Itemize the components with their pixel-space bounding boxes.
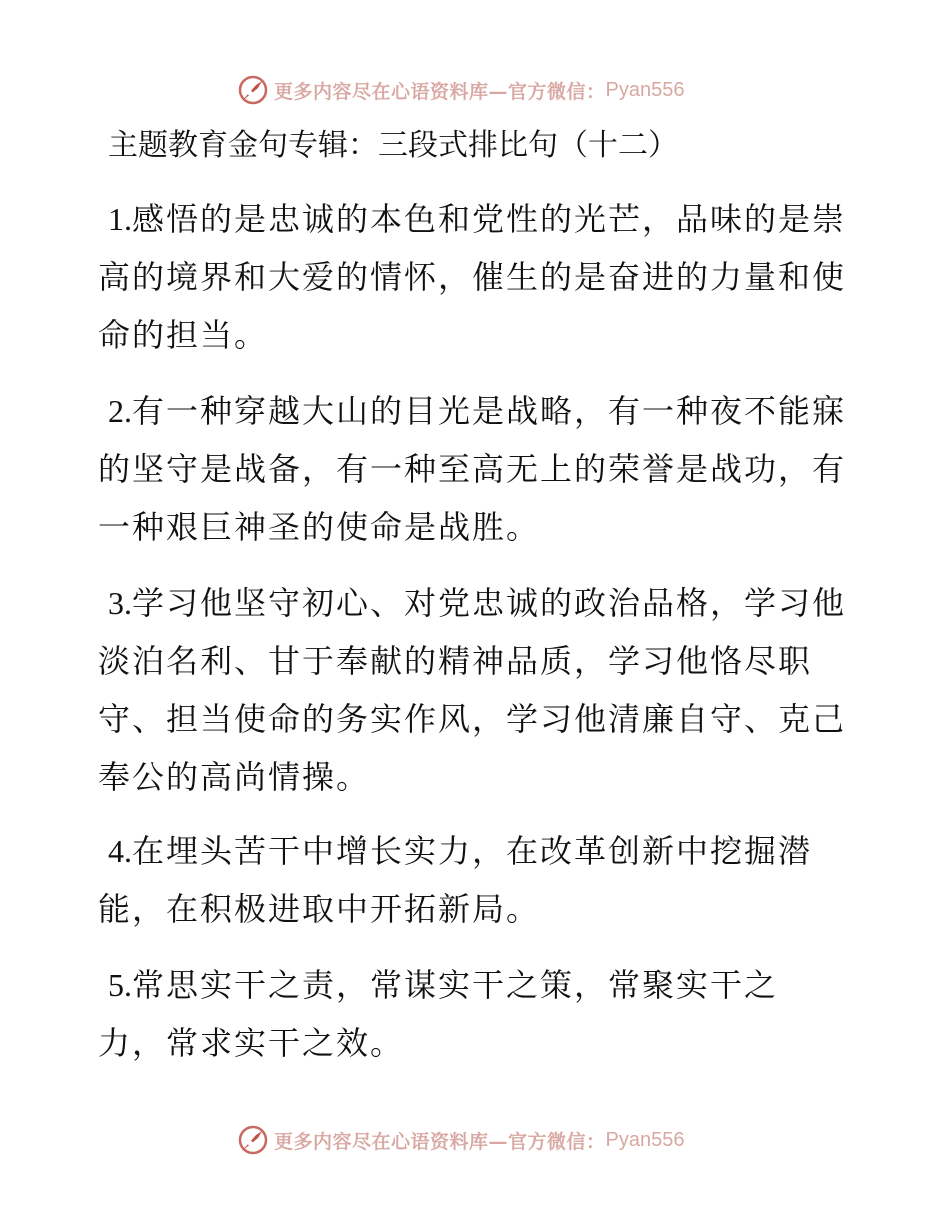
pen-nib-circle-logo-icon xyxy=(236,73,270,107)
watermark-wechat-id: Pyan556 xyxy=(605,1128,685,1151)
list-item xyxy=(98,822,850,938)
list-item xyxy=(98,574,850,806)
item-text: 在埋头苦干中增长实力，在改革创新中挖掘潜能，在积极进取中开拓新局。 xyxy=(98,832,813,928)
document-title: 主题教育金句专辑：三段式排比句（十二） xyxy=(108,128,678,163)
item-text: 感悟的是忠诚的本色和党性的光芒，品味的是崇高的境界和大爱的情怀，催生的是奋进的力量和使命的担当。 xyxy=(98,200,847,354)
item-number: 1. xyxy=(108,201,132,237)
pen-nib-circle-logo-icon xyxy=(236,1123,270,1157)
item-text: 学习他坚守初心、对党忠诚的政治品格，学习他淡泊名利、甘于奉献的精神品质，学习他恪尽职守、担当使命的务实作风，学习他清廉自守、克己奉公的高尚情操。 xyxy=(98,584,847,796)
watermark-text: 更多内容尽在心语资料库—官方微信： xyxy=(274,80,606,103)
item-number: 3. xyxy=(108,585,132,621)
list-item xyxy=(98,956,798,1072)
watermark-banner-top xyxy=(236,72,716,108)
item-number: 4. xyxy=(108,833,132,869)
item-number: 5. xyxy=(108,967,132,1003)
list-item xyxy=(98,382,850,556)
item-text: 有一种穿越大山的目光是战略，有一种夜不能寐的坚守是战备，有一种至高无上的荣誉是战功，有一种艰巨神圣的使命是战胜。 xyxy=(98,392,847,546)
watermark-text: 更多内容尽在心语资料库—官方微信： xyxy=(274,1130,606,1153)
list-item xyxy=(98,190,850,364)
watermark-wechat-id: Pyan556 xyxy=(605,78,685,101)
watermark-banner-bottom xyxy=(236,1122,716,1158)
item-number: 2. xyxy=(108,393,132,429)
item-text: 常思实干之责，常谋实干之策，常聚实干之力，常求实干之效。 xyxy=(98,966,779,1062)
